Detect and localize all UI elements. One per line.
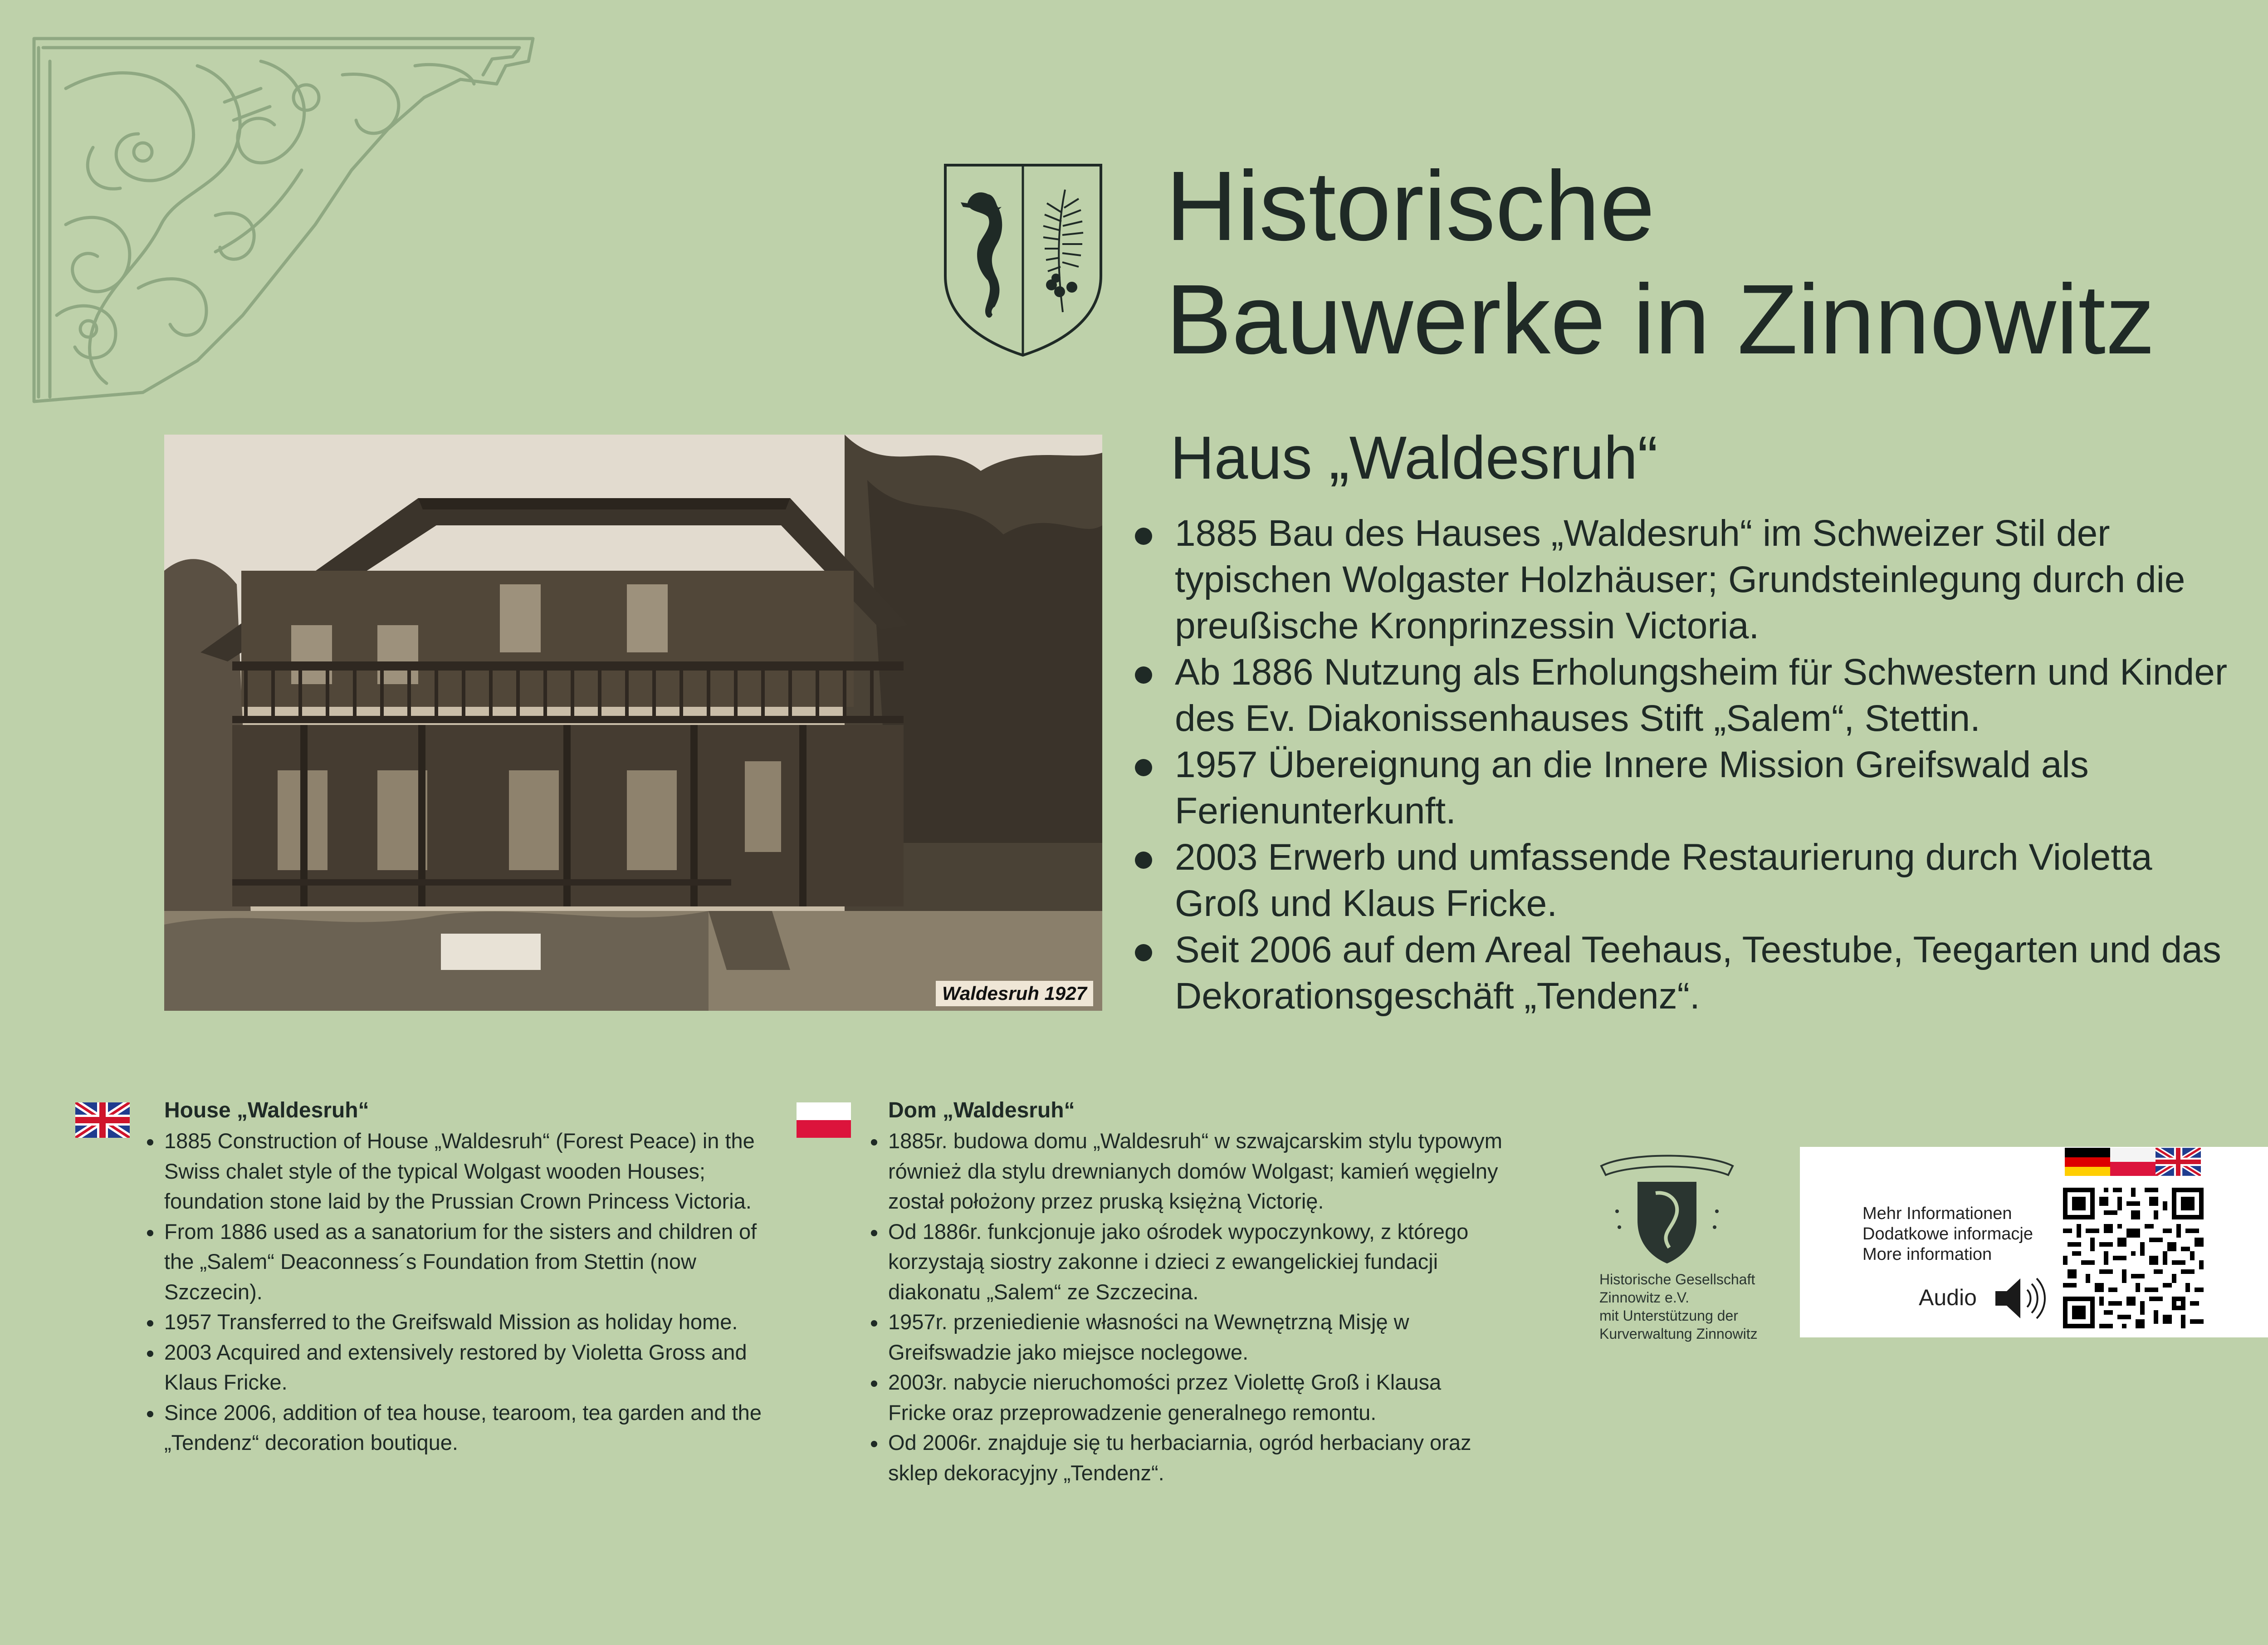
polish-heading: Dom „Waldesruh“ (888, 1098, 1075, 1122)
more-info-lines (1862, 1204, 2033, 1265)
info-line: Mehr Informationen (1862, 1204, 2012, 1223)
more-info-panel (1800, 1147, 2268, 1337)
list-item: 2003 Acquired and extensively restored by Violetta Gross and Klaus Fricke. (164, 1337, 781, 1398)
list-item: From 1886 used as a sanatorium for the sisters and children of the „Salem“ Deaconness´s Foundation from Stettin (now Szczecin). (164, 1217, 781, 1307)
house-photo-illustration (164, 435, 1102, 1011)
title-line-2: Bauwerke in Zinnowitz (1166, 264, 2155, 375)
list-item: Seit 2006 auf dem Areal Teehaus, Teestube, Teegarten und das Dekorationsgeschäft „Tendenz“. (1134, 927, 2236, 1019)
society-credit (1599, 1270, 1790, 1343)
society-line: Zinnowitz e.V. (1599, 1289, 1690, 1306)
list-item: 1885r. budowa domu „Waldesruh“ w szwajcarskim stylu typowym również dla stylu drewnianych domów Wolgast; kamień węgielny został położony przez pruską księżną Victorię. (888, 1126, 1505, 1217)
german-heading: Haus „Waldesruh“ (1170, 424, 1658, 492)
seahorse-coat-of-arms-icon (943, 162, 1104, 357)
english-list (164, 1126, 781, 1458)
list-item: 1957r. przeniedienie własności na Wewnętrzną Misję w Greifswadzie jako miejsce noclegowe. (888, 1307, 1505, 1367)
info-line: More information (1862, 1245, 1992, 1264)
qr-code-icon (2063, 1188, 2204, 1328)
list-item: Ab 1886 Nutzung als Erholungsheim für Schwestern und Kinder des Ev. Diakonissenhauses Stift „Salem“, Stettin. (1134, 649, 2236, 742)
polish-list (888, 1126, 1505, 1488)
society-line: mit Unterstützung der (1599, 1307, 1738, 1324)
speaker-icon (1993, 1274, 2048, 1323)
list-item: 1957 Transferred to the Greifswald Mission as holiday home. (164, 1307, 781, 1337)
list-item: 2003r. nabycie nieruchomości przez Violettę Groß i Klausa Fricke oraz przeprowadzenie generalnego remontu. (888, 1367, 1505, 1428)
society-line: Historische Gesellschaft (1599, 1271, 1755, 1288)
uk-flag-icon (75, 1102, 130, 1138)
poland-flag-icon (2110, 1148, 2156, 1176)
german-list (1134, 510, 2236, 1019)
society-line: Kurverwaltung Zinnowitz (1599, 1326, 1758, 1342)
list-item: Since 2006, addition of tea house, tearoom, tea garden and the „Tendenz“ decoration boutique. (164, 1398, 781, 1458)
historic-photo (164, 435, 1102, 1011)
list-item: Od 2006r. znajduje się tu herbaciarnia, ogród herbaciany oraz sklep dekoracyjny „Tendenz“. (888, 1428, 1505, 1488)
poland-flag-icon (797, 1102, 851, 1138)
list-item: 1885 Construction of House „Waldesruh“ (Forest Peace) in the Swiss chalet style of the typical Wolgast wooden Houses; foundation stone laid by the Prussian Crown Princess Victoria. (164, 1126, 781, 1217)
english-heading: House „Waldesruh“ (164, 1098, 369, 1122)
photo-caption: Waldesruh 1927 (936, 981, 1093, 1006)
uk-flag-icon (2156, 1148, 2201, 1176)
society-logo-icon (1592, 1148, 1742, 1270)
page-title (1166, 150, 2254, 377)
corner-ornament-icon (25, 34, 542, 406)
list-item: 1957 Übereignung an die Innere Mission Greifswald als Ferienunterkunft. (1134, 742, 2236, 834)
list-item: 2003 Erwerb und umfassende Restaurierung durch Violetta Groß und Klaus Fricke. (1134, 834, 2236, 927)
list-item: 1885 Bau des Hauses „Waldesruh“ im Schweizer Stil der typischen Wolgaster Holzhäuser; Grundsteinlegung durch die preußische Kronprinzessin Victoria. (1134, 510, 2236, 649)
list-item: Od 1886r. funkcjonuje jako ośrodek wypoczynkowy, z którego korzystają siostry zakonne i dzieci z ewangelickiej fundacji diakonatu „Salem“ ze Szczecina. (888, 1217, 1505, 1307)
germany-flag-icon (2065, 1148, 2110, 1176)
audio-label: Audio (1919, 1285, 1977, 1310)
title-line-1: Historische (1166, 151, 1655, 261)
info-line: Dodatkowe informacje (1862, 1224, 2033, 1244)
